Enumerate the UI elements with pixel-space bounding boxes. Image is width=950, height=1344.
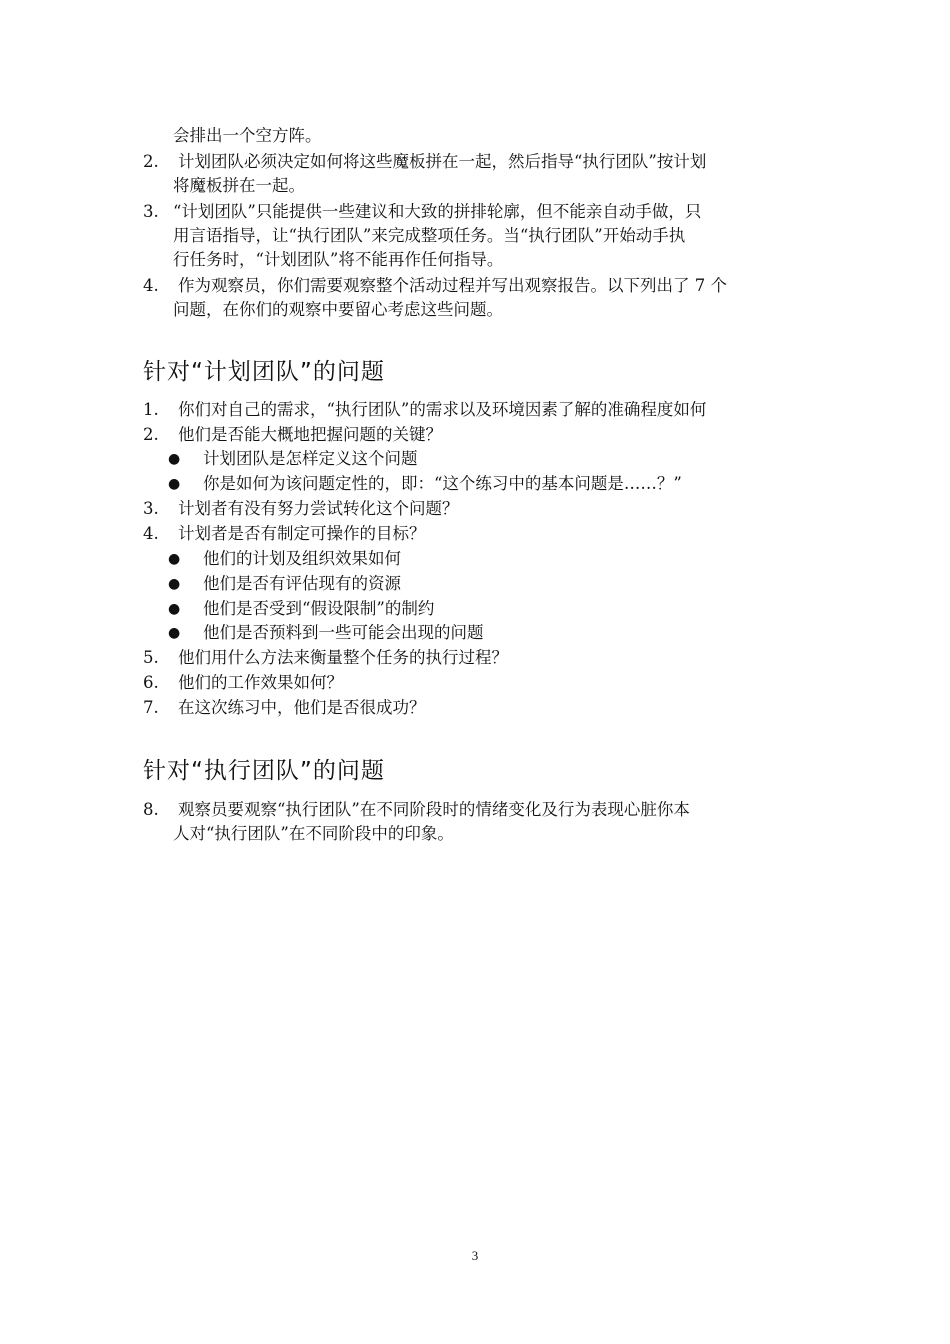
bullet-text: 他们的计划及组织效果如何 (203, 549, 401, 568)
intro-item-number: 3. (143, 202, 159, 221)
bullet-icon: ● (168, 601, 181, 617)
question-number: 2. (143, 425, 159, 444)
question-text: 你们对自己的需求，“执行团队”的需求以及环境因素了解的准确程度如何 (178, 400, 707, 419)
page-number: 3 (471, 1248, 479, 1263)
bullet-text: 他们是否有评估现有的资源 (203, 574, 401, 593)
question-number: 4. (143, 524, 159, 543)
section-heading-planning-team: 针对“计划团队”的问题 (143, 359, 385, 385)
question-text: 他们用什么方法来衡量整个任务的执行过程？ (178, 648, 508, 667)
bullet-text: 你是如何为该问题定性的，即：“这个练习中的基本问题是……？” (203, 474, 682, 493)
intro-item-line: 问题，在你们的观察中要留心考虑这些问题。 (173, 300, 503, 319)
bullet-icon: ● (168, 625, 181, 641)
question-text: 观察员要观察“执行团队”在不同阶段时的情绪变化及行为表现心脏你本 (178, 800, 690, 819)
bullet-text: 他们是否受到“假设限制”的制约 (203, 599, 435, 618)
intro-continuation: 会排出一个空方阵。 (173, 126, 322, 145)
intro-item-line: “计划团队”只能提供一些建议和大致的拼排轮廓，但不能亲自动手做，只 (173, 202, 702, 221)
intro-item-line: 将魔板拼在一起。 (173, 176, 305, 195)
intro-item-number: 2. (143, 152, 159, 171)
bullet-icon: ● (168, 576, 181, 592)
section-heading-execution-team: 针对“执行团队”的问题 (143, 758, 385, 784)
question-number: 5. (143, 648, 159, 667)
question-number: 7. (143, 698, 159, 717)
question-text: 他们是否能大概地把握问题的关键？ (178, 425, 442, 444)
intro-item-number: 4. (143, 276, 159, 295)
bullet-text: 他们是否预料到一些可能会出现的问题 (203, 623, 484, 642)
intro-item-line: 行任务时，“计划团队”将不能再作任何指导。 (173, 250, 504, 269)
intro-item-line: 作为观察员，你们需要观察整个活动过程并写出观察报告。以下列出了 7 个 (178, 276, 727, 295)
question-text: 计划者是否有制定可操作的目标？ (178, 524, 426, 543)
question-number: 8. (143, 800, 159, 819)
question-text: 他们的工作效果如何？ (178, 673, 343, 692)
question-text: 人对“执行团队”在不同阶段中的印象。 (173, 824, 454, 843)
question-text: 在这次练习中，他们是否很成功？ (178, 698, 426, 717)
question-text: 计划者有没有努力尝试转化这个问题？ (178, 499, 459, 518)
question-number: 3. (143, 499, 159, 518)
intro-item-line: 用言语指导，让“执行团队”来完成整项任务。当“执行团队”开始动手执 (173, 226, 686, 245)
question-number: 1. (143, 400, 159, 419)
bullet-icon: ● (168, 476, 181, 492)
intro-item-line: 计划团队必须决定如何将这些魔板拼在一起，然后指导“执行团队”按计划 (178, 152, 707, 171)
bullet-icon: ● (168, 551, 181, 567)
bullet-text: 计划团队是怎样定义这个问题 (203, 449, 418, 468)
bullet-icon: ● (168, 451, 181, 467)
question-number: 6. (143, 673, 159, 692)
